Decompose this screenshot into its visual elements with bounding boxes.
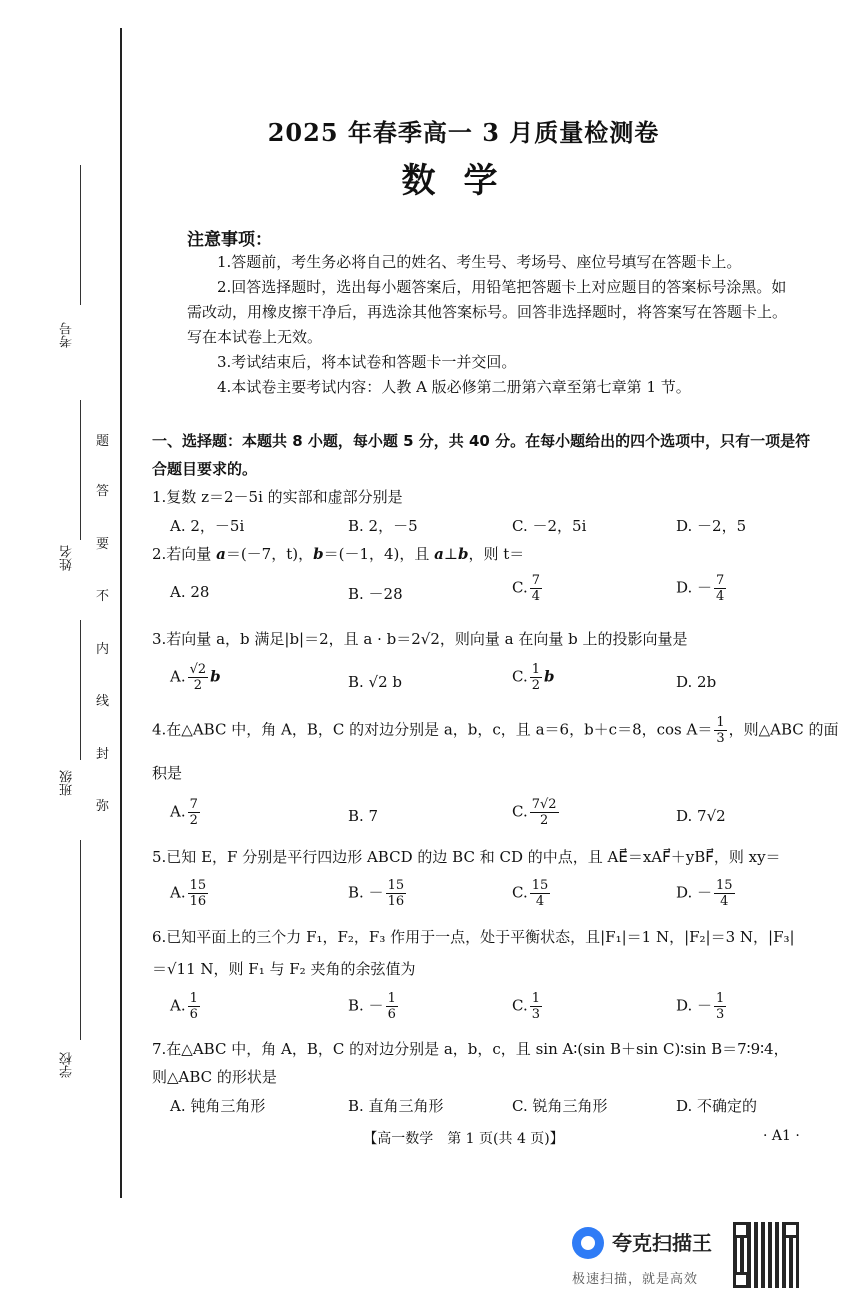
scanner-brand: 夸克扫描王 (612, 1231, 712, 1255)
notice-item: 4.本试卷主要考试内容：人教 A 版必修第二册第六章至第七章第 1 节。 (217, 378, 691, 396)
option-c: C. 锐角三角形 (512, 1097, 608, 1115)
option-b: B. － $\frac{15}{16}$ (348, 878, 405, 909)
seal-char: 封 (96, 747, 110, 762)
stem-text: ，则 t＝ (468, 545, 525, 563)
school-label: 学校 (60, 1052, 75, 1078)
question-stem: 5.已知 E，F 分别是平行四边形 ABCD 的边 BC 和 CD 的中点，且 AE⃗＝xAF⃗＋yBF⃗，则 xy＝ (152, 848, 781, 866)
option-b: B. 2，－5 (348, 517, 418, 535)
option-c: C. $\frac{1}{2}$ b (512, 662, 555, 693)
option-d: D. － $\frac{1}{3}$ (676, 991, 725, 1022)
option-b: B. － $\frac{1}{6}$ (348, 991, 396, 1022)
notice-item: 3.考试结束后，将本试卷和答题卡一并交回。 (217, 353, 517, 371)
page-footer: 【高一数学 第 1 页(共 4 页)】 (363, 1131, 564, 1147)
seal-char: 弥 (96, 799, 110, 814)
option-d: D. 7√2 (676, 807, 726, 825)
seal-char: 不 (96, 589, 110, 604)
seal-char: 题 (96, 434, 110, 449)
section-heading: 一、选择题：本题共 8 小题，每小题 5 分，共 40 分。在每小题给出的四个选项中，只有一项是符合题目要求的。 (152, 432, 811, 478)
option-d: D. －2，5 (676, 517, 747, 535)
option-b: B. √2 b (348, 673, 403, 691)
qr-finder (733, 1272, 749, 1288)
vector-a: a (434, 545, 444, 563)
qr-code-icon (733, 1222, 799, 1288)
option-a: A. 28 (170, 583, 210, 601)
question-stem: 1.复数 z＝2－5i 的实部和虚部分别是 (152, 488, 403, 506)
notice-item: 2.回答选择题时，选出每小题答案后，用铅笔把答题卡上对应题目的答案标号涂黑。如需改动，用橡皮擦干净后，再选涂其他答案标号。回答非选择题时，将答案写在答题卡上。写在本试卷上无效。 (187, 278, 788, 346)
option-a: A. $\frac{15}{16}$ (170, 878, 207, 909)
option-c: C. $\frac{15}{4}$ (512, 878, 549, 909)
stem-text: ⊥ (443, 545, 459, 563)
seal-char: 要 (96, 537, 110, 552)
stem-text: ＝(－7，t)， (225, 545, 314, 563)
option-c: C. －2，5i (512, 517, 587, 535)
option-b: B. －28 (348, 585, 403, 603)
stem-text: ＝(－1，4)，且 (323, 545, 435, 563)
option-d: D. 不确定的 (676, 1097, 758, 1115)
question-stem-cont: 积是 (152, 764, 183, 782)
question-stem: 3.若向量 a，b 满足|b|＝2，且 a · b＝2√2，则向量 a 在向量 b 上的投影向量是 (152, 630, 688, 648)
scanner-logo-icon (572, 1227, 604, 1259)
notice-heading: 注意事项： (187, 230, 272, 250)
exam-no-label: 考号 (60, 322, 75, 348)
notice-item: 1.答题前，考生务必将自己的姓名、考生号、考场号、座位号填写在答题卡上。 (217, 253, 742, 271)
option-d: D. － $\frac{7}{4}$ (676, 573, 725, 604)
option-a: A. $\frac{7}{2}$ (170, 797, 198, 828)
option-a: A. $\frac{1}{6}$ (170, 991, 198, 1022)
question-stem-cont: ＝√11 N，则 F₁ 与 F₂ 夹角的余弦值为 (152, 960, 416, 978)
option-d: D. 2b (676, 673, 717, 691)
vector-a: a (216, 545, 226, 563)
vector-b: b (313, 545, 324, 563)
class-line (80, 620, 81, 760)
seal-char: 线 (96, 694, 110, 709)
qr-finder (733, 1222, 749, 1238)
option-c: C. $\frac{1}{3}$ (512, 991, 540, 1022)
subject-title: 数学 (401, 161, 526, 201)
option-a: A. 2，－5i (170, 517, 245, 535)
question-stem (152, 543, 524, 564)
stem-text: 2.若向量 (152, 545, 217, 563)
vector-b: b (458, 545, 469, 563)
school-line (80, 840, 81, 1040)
qr-finder (783, 1222, 799, 1238)
option-a: A. 钝角三角形 (170, 1097, 266, 1115)
class-label: 班级 (60, 770, 75, 796)
option-b: B. 7 (348, 807, 379, 825)
name-line (80, 400, 81, 540)
seal-char: 答 (96, 484, 110, 499)
option-b: B. 直角三角形 (348, 1097, 444, 1115)
scanner-slogan: 极速扫描，就是高效 (572, 1272, 699, 1287)
page-code: · A1 · (763, 1128, 800, 1144)
question-stem: 6.已知平面上的三个力 F₁，F₂，F₃ 作用于一点，处于平衡状态，且|F₁|＝1 N，|F₂|＝3 N，|F₃| (152, 928, 795, 946)
option-c: C. $\frac{7√2}{2}$ (512, 797, 557, 828)
question-stem: 4.在△ABC 中，角 A，B，C 的对边分别是 a，b，c，且 a＝6，b＋c＝8，cos A＝ $\frac{1}{3}$ ，则△ABC 的面 (152, 715, 839, 746)
option-a: A. $\frac{√2}{2}$ b (170, 662, 221, 693)
question-stem-cont: 则△ABC 的形状是 (152, 1068, 277, 1086)
exam-title: 2025 年春季高一 3 月质量检测卷 (267, 118, 660, 147)
question-stem: 7.在△ABC 中，角 A，B，C 的对边分别是 a，b，c，且 sin A∶(sin B＋sin C)∶sin B＝7∶9∶4， (152, 1040, 789, 1058)
seal-char: 内 (96, 642, 110, 657)
option-d: D. － $\frac{15}{4}$ (676, 878, 733, 909)
binding-line (120, 28, 122, 1198)
name-label: 姓名 (60, 545, 75, 571)
option-c: C. $\frac{7}{4}$ (512, 573, 540, 604)
